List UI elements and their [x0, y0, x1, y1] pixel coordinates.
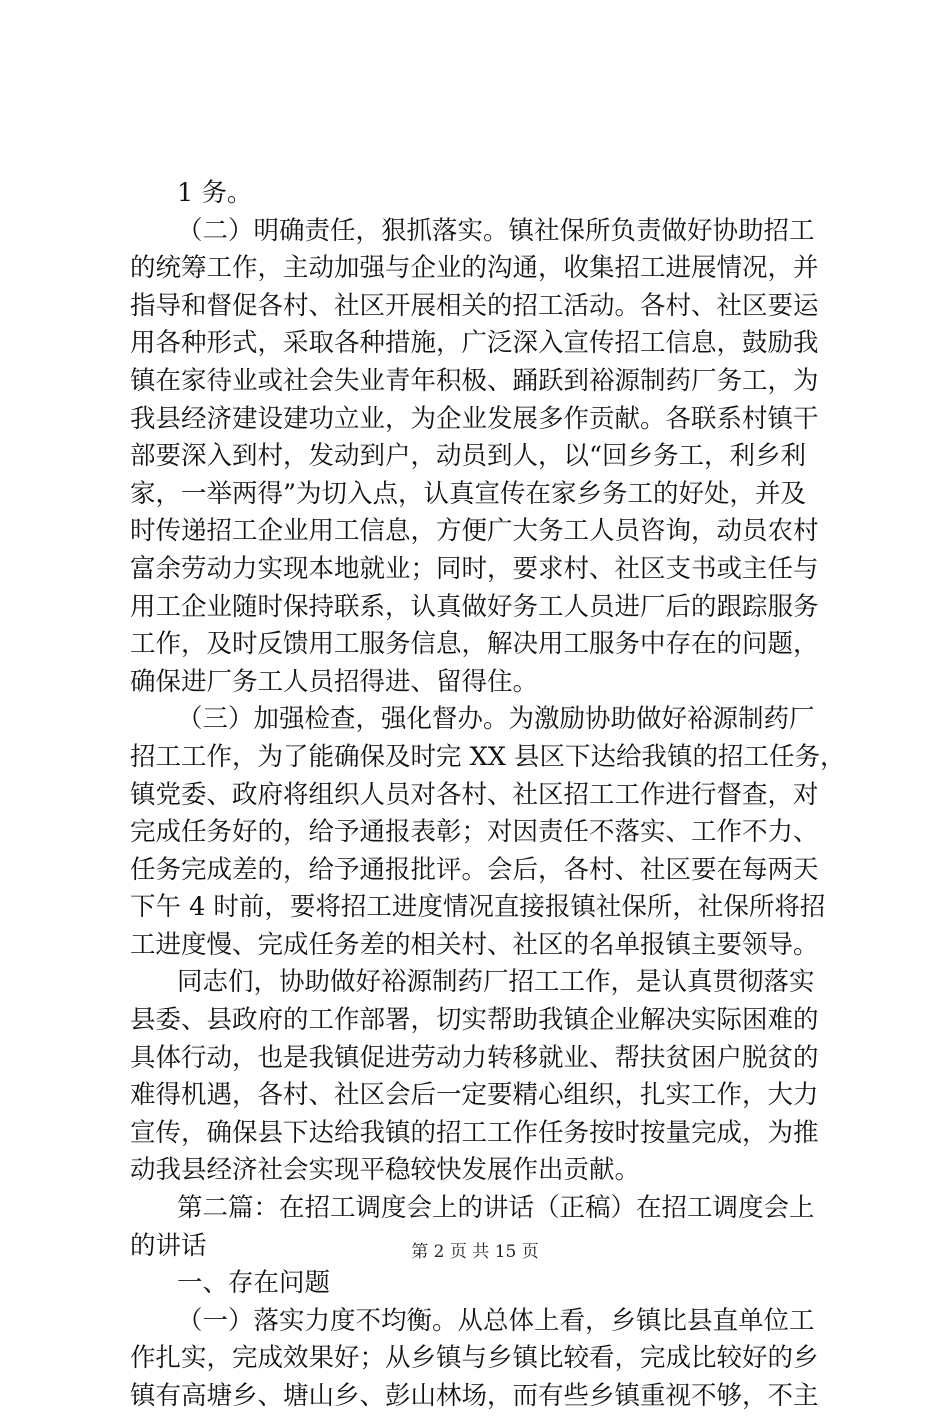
document-body	[130, 175, 846, 1416]
text-line: （一）落实力度不均衡。从总体上看，乡镇比县直单位工	[177, 1305, 815, 1336]
text-line: 用各种形式，采取各种措施，广泛深入宣传招工信息，鼓励我	[130, 328, 819, 359]
text-line: 的统筹工作，主动加强与企业的沟通，收集招工进展情况，并	[130, 253, 819, 284]
text-line: 工进度慢、完成任务差的相关村、社区的名单报镇主要领导。	[130, 929, 819, 960]
page-footer	[0, 1240, 950, 1264]
text-line: 作扎实，完成效果好；从乡镇与乡镇比较看，完成比较好的乡	[130, 1343, 819, 1374]
text-line: 第二篇：在招工调度会上的讲话（正稿）在招工调度会上	[177, 1193, 815, 1224]
text-line: （三）加强检查，强化督办。为激励协助做好裕源制药厂	[177, 704, 815, 735]
text-line: 时传递招工企业用工信息，方便广大务工人员咨询，动员农村	[130, 516, 819, 547]
text-line: 县委、县政府的工作部署，切实帮助我镇企业解决实际困难的	[130, 1005, 819, 1036]
text-line: 家，一举两得”为切入点，认真宣传在家乡务工的好处，并及	[130, 478, 807, 509]
text-line: （二）明确责任，狠抓落实。镇社保所负责做好协助招工	[177, 215, 815, 246]
text-line: 任务完成差的，给予通报批评。会后，各村、社区要在每两天	[130, 854, 819, 885]
text-line: 难得机遇，各村、社区会后一定要精心组织，扎实工作，大力	[130, 1080, 819, 1111]
section-heading: 一、存在问题	[177, 1268, 331, 1299]
text-line: 完成任务好的，给予通报表彰；对因责任不落实、工作不力、	[130, 817, 819, 848]
text-line: 宣传，确保县下达给我镇的招工工作任务按时按量完成，为推	[130, 1117, 819, 1148]
text-line: 部要深入到村，发动到户，动员到人，以“回乡务工，利乡利	[130, 441, 807, 472]
text-line: 下午 4 时前，要将招工进度情况直接报镇社保所，社保所将招	[130, 892, 826, 923]
text-line: 同志们，协助做好裕源制药厂招工工作，是认真贯彻落实	[177, 967, 815, 998]
text-line: 动我县经济社会实现平稳较快发展作出贡献。	[130, 1155, 641, 1186]
text-line: 确保进厂务工人员招得进、留得住。	[130, 666, 539, 697]
text-line: 富余劳动力实现本地就业；同时，要求村、社区支书或主任与	[130, 553, 819, 584]
page-number-label: 第 2 页 共 15 页	[411, 1242, 539, 1262]
text-line: 具体行动，也是我镇促进劳动力转移就业、帮扶贫困户脱贫的	[130, 1042, 819, 1073]
text-line: 指导和督促各村、社区开展相关的招工活动。各村、社区要运	[130, 290, 819, 321]
text-line: 镇在家待业或社会失业青年积极、踊跃到裕源制药厂务工，为	[130, 365, 819, 396]
text-line: 1 务。	[177, 178, 253, 208]
text-line: 用工企业随时保持联系，认真做好务工人员进厂后的跟踪服务	[130, 591, 819, 622]
text-line: 镇有高塘乡、塘山乡、彭山林场，而有些乡镇重视不够，不主	[130, 1381, 819, 1411]
text-line: 我县经济建设建功立业，为企业发展多作贡献。各联系村镇干	[130, 403, 819, 434]
text-line: 招工工作，为了能确保及时完 XX 县区下达给我镇的招工任务，	[130, 741, 846, 772]
text-line: 的讲话	[130, 1230, 207, 1261]
text-line: 工作，及时反馈用工服务信息，解决用工服务中存在的问题，	[130, 629, 819, 660]
text-line: 镇党委、政府将组织人员对各村、社区招工工作进行督查，对	[130, 779, 819, 810]
